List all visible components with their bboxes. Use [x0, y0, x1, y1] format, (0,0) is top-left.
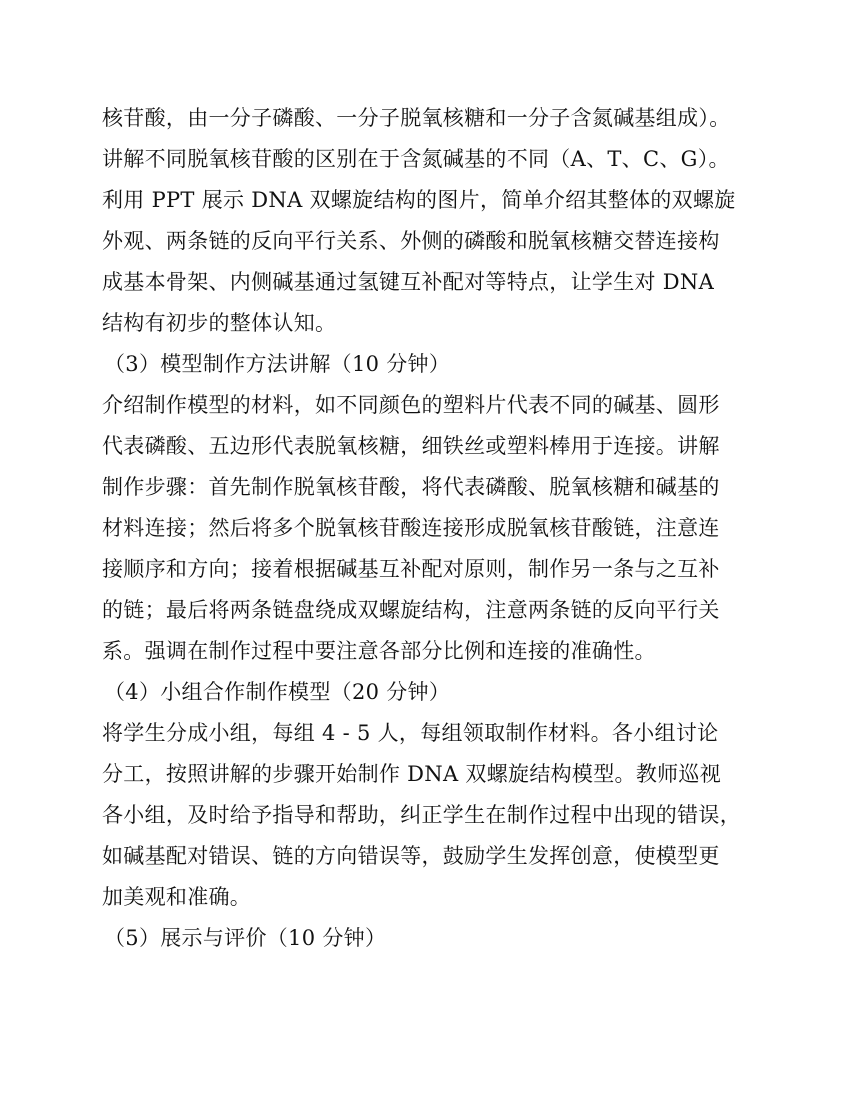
paragraph-line: 各小组，及时给予指导和帮助，纠正学生在制作过程中出现的错误，	[102, 803, 741, 827]
section-heading: （5）展示与评价（10 分钟）	[104, 926, 387, 950]
paragraph-line: 的链；最后将两条链盘绕成双螺旋结构，注意两条链的反向平行关	[102, 598, 720, 622]
paragraph-line: 将学生分成小组，每组 4 - 5 人，每组领取制作材料。各小组讨论	[102, 721, 719, 745]
section-heading: （3）模型制作方法讲解（10 分钟）	[104, 352, 451, 376]
paragraph-line: 材料连接；然后将多个脱氧核苷酸连接形成脱氧核苷酸链，注意连	[102, 516, 720, 540]
paragraph-line: 结构有初步的整体认知。	[102, 311, 337, 335]
paragraph-line: 成基本骨架、内侧碱基通过氢键互补配对等特点，让学生对 DNA	[102, 270, 715, 294]
paragraph-line: 分工，按照讲解的步骤开始制作 DNA 双螺旋结构模型。教师巡视	[102, 762, 722, 786]
paragraph-line: 介绍制作模型的材料，如不同颜色的塑料片代表不同的碱基、圆形	[102, 393, 720, 417]
section-heading: （4）小组合作制作模型（20 分钟）	[104, 680, 451, 704]
paragraph-line: 外观、两条链的反向平行关系、外侧的磷酸和脱氧核糖交替连接构	[102, 229, 720, 253]
paragraph-line: 系。强调在制作过程中要注意各部分比例和连接的准确性。	[102, 639, 656, 663]
paragraph-line: 利用 PPT 展示 DNA 双螺旋结构的图片，简单介绍其整体的双螺旋	[102, 188, 736, 212]
paragraph-line: 制作步骤：首先制作脱氧核苷酸，将代表磷酸、脱氧核糖和碱基的	[102, 475, 720, 499]
paragraph-line: 加美观和准确。	[102, 885, 252, 909]
paragraph-line: 核苷酸，由一分子磷酸、一分子脱氧核糖和一分子含氮碱基组成）。	[102, 106, 731, 130]
paragraph-line: 接顺序和方向；接着根据碱基互补配对原则，制作另一条与之互补	[102, 557, 720, 581]
paragraph-line: 如碱基配对错误、链的方向错误等，鼓励学生发挥创意，使模型更	[102, 844, 720, 868]
paragraph-line: 讲解不同脱氧核苷酸的区别在于含氮碱基的不同（A、T、C、G）。	[102, 147, 730, 171]
paragraph-line: 代表磷酸、五边形代表脱氧核糖，细铁丝或塑料棒用于连接。讲解	[102, 434, 720, 458]
